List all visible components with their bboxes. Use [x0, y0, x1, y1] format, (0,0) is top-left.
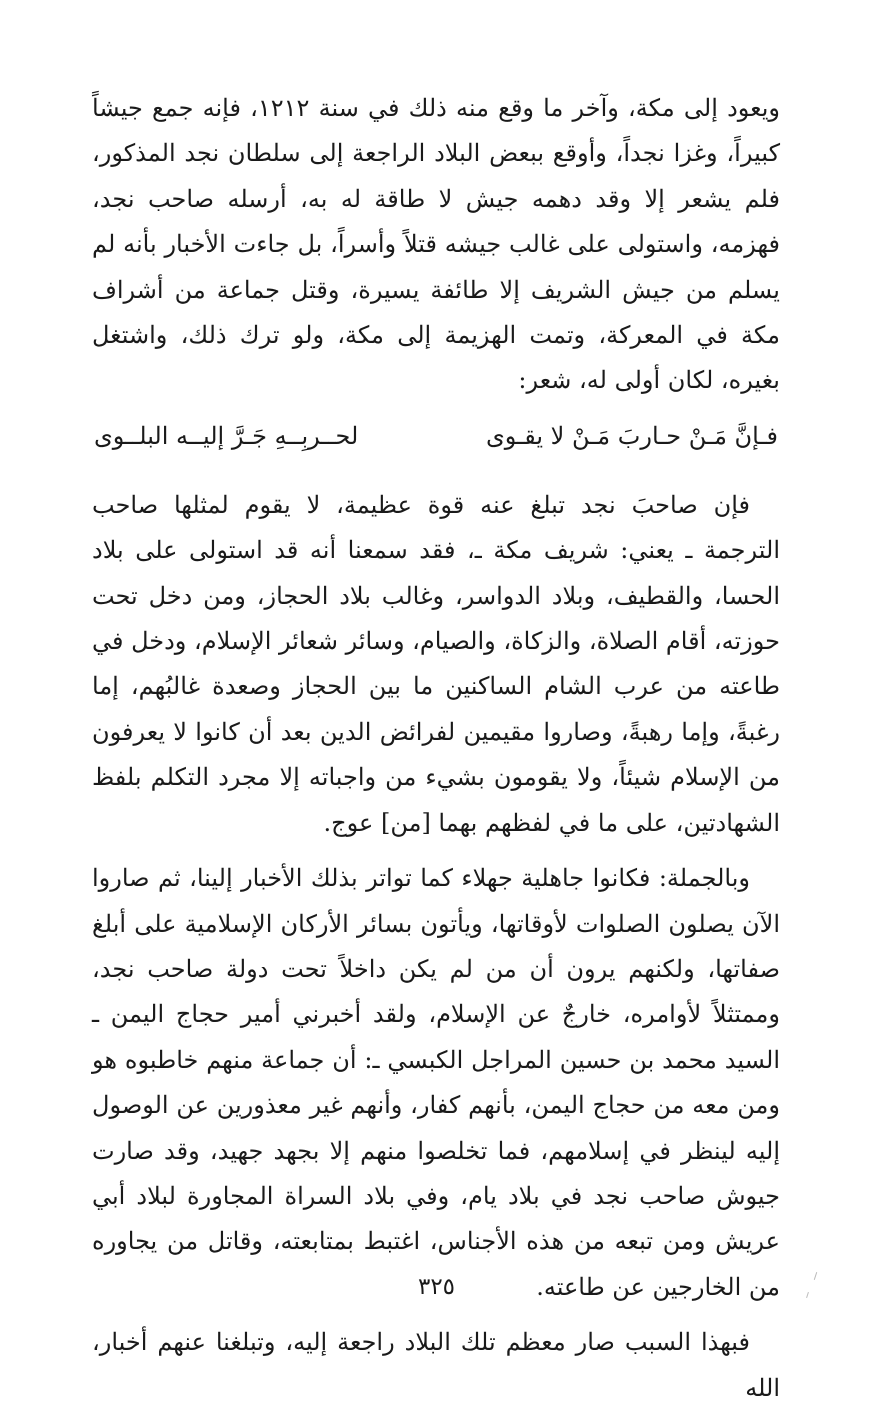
verse-first-hemistich: فـإنَّ مَـنْ حـاربَ مَـنْ لا يقـوى — [486, 421, 778, 450]
page-body — [92, 86, 780, 1411]
paragraph-2: فإن صاحبَ نجد تبلغ عنه قوة عظيمة، لا يقوم لمثلها صاحب الترجمة ـ يعني: شريف مكة ـ، فقد سمعنا أنه قد استولى على بلاد الحسا، والقطيف، وبلاد الدواسر، وغالب بلاد الحجاز، ومن دخل تحت حوزته، أقام الصلاة، والزكاة، والصيام، وسائر شعائر الإسلام، ودخل في طاعته من عرب الشام الساكنين ما بين الحجاز وصعدة غالبُهم، إما رغبةً، وإما رهبةً، وصاروا مقيمين لفرائض الدين بعد أن كانوا لا يعرفون من الإسلام شيئاً، ولا يقومون بشيء من واجباته إلا مجرد التكلم بلفظ الشهادتين، على ما في لفظهم بهما [من] عوج. — [92, 490, 781, 837]
paragraph-4: فبهذا السبب صار معظم تلك البلاد راجعة إليه، وتبلغنا عنهم أخبار، الله — [92, 1328, 780, 1402]
paragraph-3: وبالجملة: فكانوا جاهلية جهلاء كما تواتر بذلك الأخبار إلينا، ثم صاروا الآن يصلون الصلوات لأوقاتها، ويأتون بسائر الأركان الإسلامية على أبلغ صفاتها، ولكنهم يرون أن من لم يكن داخلاً تحت دولة صاحب نجد، وممتثلاً لأوامره، خارجٌ عن الإسلام، ولقد أخبرني أمير حجاج اليمن ـ السيد محمد بن حسين المراجل الكبسي ـ: أن جماعة منهم خاطبوه هو ومن معه من حجاج اليمن، بأنهم كفار، وأنهم غير معذورين عن الوصول إليه لينظر في إسلامهم، فما تخلصوا منهم إلا بجهد جهيد، وقد صارت جيوش صاحب نجد في بلاد يام، وفي بلاد السراة المجاورة لبلاد أبي عريش ومن تبعه من هذه الأجناس، اغتبط بمتابعته، وقاتل من يجاوره من الخارجين عن طاعته. — [92, 864, 781, 1301]
verse-second-hemistich: لحــربِــهِ جَـرَّ إليــه البلــوى — [94, 421, 359, 450]
page-number: ٣٢٥ — [417, 1274, 456, 1300]
poem-verse — [92, 414, 780, 459]
paragraph-1: ويعود إلى مكة، وآخر ما وقع منه ذلك في سنة ١٢١٢، فإنه جمع جيشاً كبيراً، وغزا نجداً، وأوقع ببعض البلاد الراجعة إلى سلطان نجد المذكور، فلم يشعر إلا وقد دهمه جيش لا طاقة له به، أرسله صاحب نجد، فهزمه، واستولى على غالب جيشه قتلاً وأسراً، بل جاءت الأخبار بأنه لم يسلم من جيش الشريف إلا طائفة يسيرة، وقتل جماعة من أشراف مكة في المعركة، وتمت الهزيمة إلى مكة، ولو ترك ذلك، واشتغل بغيره، لكان أولى له، شعر: — [92, 94, 781, 395]
